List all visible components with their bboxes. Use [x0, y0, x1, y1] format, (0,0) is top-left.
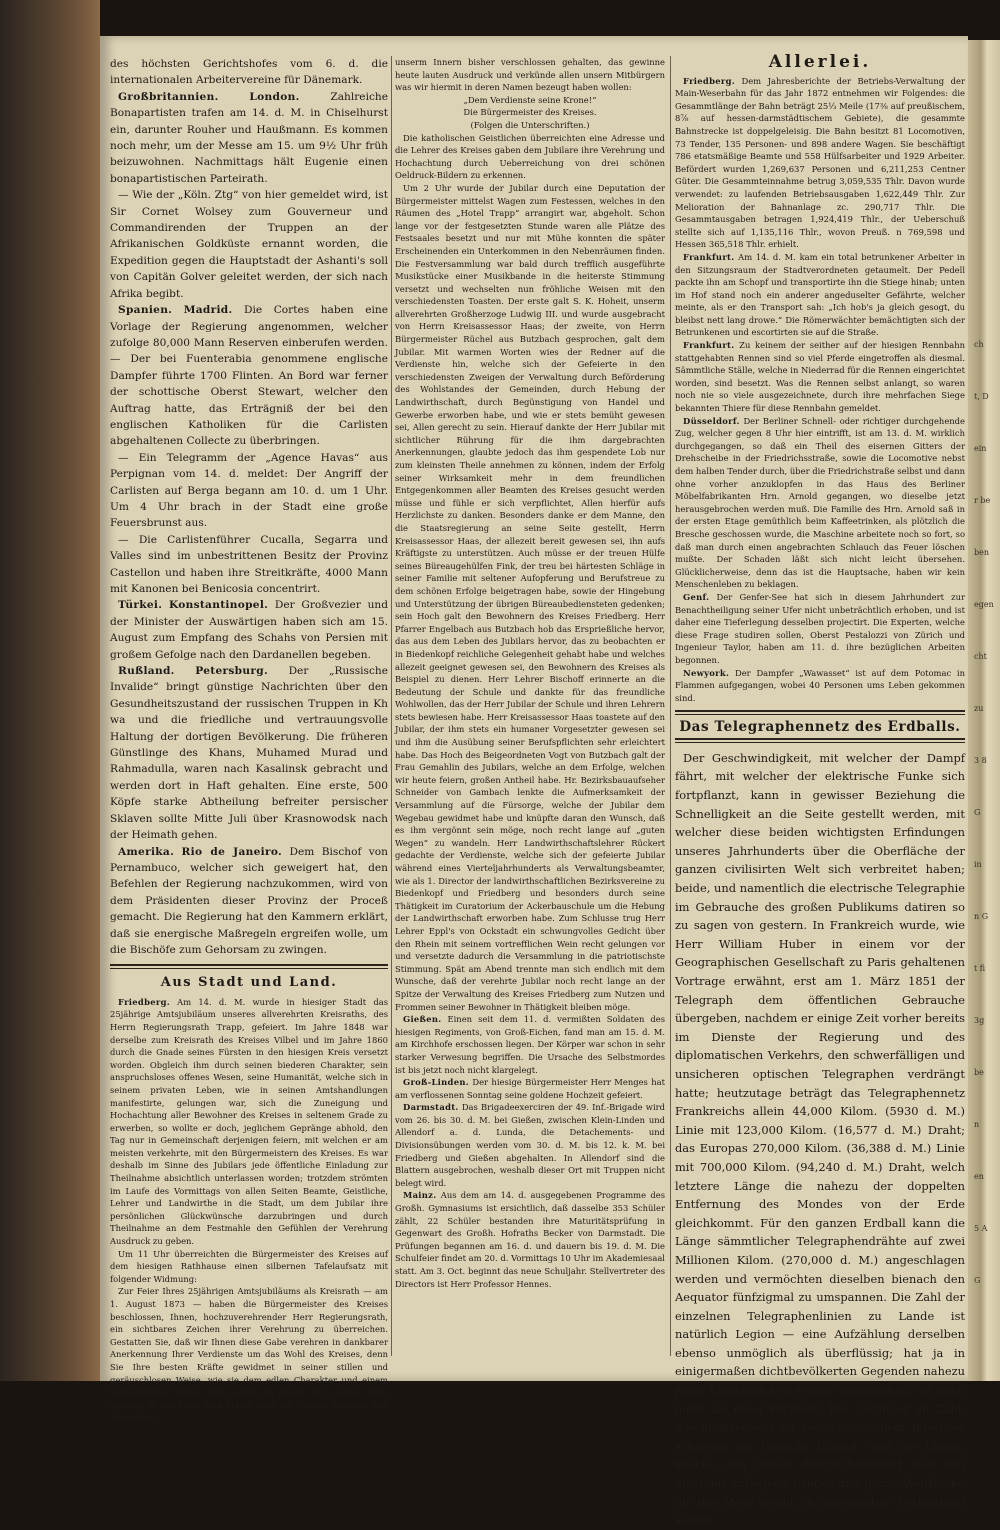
- edge-fragment: n G: [974, 912, 989, 921]
- edge-fragment: 3 8: [974, 756, 987, 765]
- paragraph: Um 11 Uhr überreichten die Bürgermeister des Kreises auf dem hiesigen Rathhause einen silbernen Tafelaufsatz mit folgender Widmung:: [110, 1248, 388, 1284]
- article-text: Der Genfer-See hat sich in diesem Jahrhundert zur Benachtheiligung seiner Ufer nicht unbeträchtlich erhoben, und ist daher eine Tieferlegung desselben projectirt. Die Experten, welche diese Frage studiren sollen, Oberst Pestalozzi von Zürich und Ingenieur Taylor, haben am 11. d. ihre bezüglichen Arbeiten begonnen.: [675, 591, 965, 665]
- article-es: [110, 302, 388, 450]
- place-heading: Genf.: [683, 591, 710, 602]
- column-middle: [395, 56, 665, 1366]
- quote-line: „Dem Verdienste seine Krone!“: [463, 94, 597, 105]
- edge-fragment: in: [974, 860, 982, 869]
- article-title: Das Telegraphennetz des Erdballs.: [679, 719, 961, 736]
- article-text: Einen seit dem 11. d. vermißten Soldaten des hiesigen Regiments, von Groß-Eichen, fand man am 15. d. M. am Kirchhofe erschossen liegen. Der Körper war schon in sehr starker Verwesung begriffen. Die Ursache des Selbstmordes ist bis jetzt noch nicht klargelegt.: [395, 1014, 665, 1075]
- section-divider: [675, 738, 965, 743]
- paragraph: — Wie der „Köln. Ztg“ von hier gemeldet wird, ist Sir Cornet Wolsey zum Gouverneur und Commandirenden der Truppen an der Afrikanischen Goldküste ernannt worden, die Expedition gegen die Hauptstadt der Ashanti's soll von Capitän Golver geleitet werden, der sich nach Afrika begibt.: [110, 189, 388, 300]
- edge-fragment: r be: [974, 496, 991, 505]
- edge-fragment: G: [974, 808, 981, 817]
- article-ru: [110, 663, 388, 843]
- article-text: Am 14. d. M. wurde in hiesiger Stadt das 25jährige Amtsjubiläum unseres allverehrten Kreisraths, des Herrn Regierungsrath Trapp, gefeiert. Im Jahre 1848 war derselbe zum Kreisrath des Kreises Vilbel und im Jahre 1860 durch die Gnade seines Fürsten in den hiesigen Kreis versetzt worden. Obgleich ihm durch seinen biederen Charakter, sein anspruchsloses offenes Wesen, seine Humanität, welche sich in seinem privaten Leben, wie in seinen Amtshandlungen manifestirte, gelungen war, sich die Zuneigung und Hochachtung aller Bewohner des Kreises in seltenem Grade zu erwerben, so wollte er doch, jeglichem Gepränge abhold, den Tag nur in Gemeinschaft derjenigen feiern, mit welchen er am meisten verkehrte, mit den Bürgermeistern des Kreises. Es war deshalb im Sinne des Jubilars jede öffentliche Einladung zur Theilnahme absichtlich unterlassen worden; trotzdem strömten im Laufe des Vormittags von allen Seiten Beamte, Geistliche, Lehrer und Landwirthe in die Stadt, um dem Jubilar ihre persönlichen Glückwünsche darzubringen und durch Theilnahme an dem Festmahle den Gefühlen der Verehrung Ausdruck zu geben.: [110, 996, 389, 1247]
- country-heading: Rußland.: [118, 665, 175, 678]
- dedication-text: Zur Feier Ihres 25jährigen Amtsjubiläums als Kreisrath — am 1. August 1873 — haben die Bürgermeister des Kreises beschlossen, Ihnen, hochzuverehrender Herr Regierungsrath, ein sichtbares Zeichen ihrer Verehrung zu überreichen. Gestatten Sie, daß wir Ihnen diese Gabe verehren in dankbarer Anerkennung Ihrer Verdienste um das Wohl des Kreises, denn Sie Ihre besten Kräfte gewidmet in seiner stillen und geräuschlosen Weise, wie sie dem edlen Charakter und einem hochsinnigen Herzen stets eigen zu pflegt. Ein solches Herz gewinnt in der Stille eine Macht über die Herzen Anderer, und was wir in: [110, 1286, 388, 1423]
- column-left: [110, 56, 389, 1423]
- place-heading: Newyork.: [683, 667, 730, 678]
- article-text: Dem Jahresberichte der Betriebs-Verwaltung der Main-Weserbahn für das Jahr 1872 entnehmen wir Folgendes: die Gesammtlänge der Bahn beträgt 25⅓ Meile (17⅜ auf preußischem, 8⅞ auf hessen-darmstädtischem Gebiete), die gesammte Bahnstrecke ist doppelgeleisig. Die Bahn besitzt 81 Locomotiven, 73 Tender, 135 Personen- und 898 andere Wagen. Sie beschäftigt 786 etatsmäßige Beamte und 558 Hülfsarbeiter und 1929 Arbeiter. Befördert wurden 1,269,637 Personen und 6,211,253 Centner Güter. Die Gesammteinnahme betrug 3,059,535 Thlr. Davon wurde verwendet: zu laufenden Betriebsausgaben 1,622,449 Thlr. Zur Melioration der Bahnanlage zc. 290,717 Thlr. Die Gesammtausgaben betragen 1,924,419 Thlr., der Ueberschuß stellte sich auf 1,135,116 Thlr., wovon Preuß. n 769,598 und Hessen 365,518 Thlr. erhielt.: [675, 75, 965, 250]
- edge-fragment: cht: [974, 652, 987, 661]
- place-heading: Madrid.: [183, 304, 233, 317]
- edge-fragment: G: [974, 1276, 981, 1285]
- article-friedberg: [110, 996, 388, 1248]
- edge-fragment: t fi: [974, 964, 986, 973]
- paragraph: — Ein Telegramm der „Agence Havas“ aus Perpignan vom 14. d. meldet: Der Angriff der Carlisten auf Berga begann am 10. d. um 1 Uhr. Um 4 Uhr brach in der Stadt eine große Feuersbrunst aus.: [110, 451, 388, 530]
- section-heading: Allerlei.: [768, 52, 872, 72]
- article-text: Am 14. d. M. kam ein total betrunkener Arbeiter in den Sitzungsraum der Stadtverordneten getaumelt. Der Pedell packte ihn am Schopf und transportirte ihn die Stiege hinab; unten im Hof stand noch ein anderer angeduselter Gefährte, welcher meinte, als er den Transport sah: „Ich hob's ja gleich gesogt, du bleibst nett lang drowe.“ Die Römerwächter bemächtigten sich der Betrunkenen und escortirten sie auf die Straße.: [675, 251, 965, 338]
- edge-fragment: n: [974, 1120, 980, 1129]
- place-heading: Darmstadt.: [403, 1102, 459, 1113]
- edge-fragment: 3g: [974, 1016, 985, 1025]
- adjacent-page-edge: [968, 40, 1000, 1381]
- article-text: Der Berliner Schnell- oder richtiger durchgehende Zug, welcher gegen 8 Uhr hier eintrifft, ist am 13. d. M. wirklich durchgegangen, so daß ein Theil des eisernen Gitters der Drehscheibe in der Friedrichsstraße, sowie die Locomotive nebst dem halben Tender durch, über die Friedrichstraße selbst und dann ohne vorher anzuklopfen in das Haus des Berliner Möbelfabrikanten Hrn. Arnold gegangen, wo dieselbe jetzt herausgebrochen werden muß. Die Familie des Hrn. Arnold saß in der ersten Etage gemüthlich beim Kaffeetrinken, als plötzlich die Bresche geschossen wurde, die Maschine arbeitete noch so fort, so daß man durch einen angebrachten Schlauch das Feuer löschen mußte. Der Schaden läßt sich nicht leicht übersehen. Glücklicherweise, denn das ist die Hauptsache, haben wir kein Menschenleben zu beklagen.: [675, 415, 965, 590]
- article-frankfurt-race: [675, 339, 965, 415]
- article-darmstadt: [395, 1101, 665, 1189]
- article-frankfurt: [675, 251, 965, 339]
- article-text: Zahlreiche Bonapartisten trafen am 14. d. M. in Chiselhurst ein, darunter Rouher und Haußmann. Es kommen noch mehr, um der Messe am 15. um 9½ Uhr früh beizuwohnen. Nachmittags hält Eugenie einen bonapartistischen Parteirath.: [110, 90, 388, 185]
- article-text: Zu keinem der seither auf der hiesigen Rennbahn stattgehabten Rennen sind so viel Pferde eingetroffen als diesmal. Sämmtliche Ställe, welche in Niederrad für die Rennen eingerichtet worden, sind besetzt. Was die Rennen selbst anlangt, so waren noch nie so viele ausgezeichnete, durch ihre mehrfachen Siege bekannten Thiere für diese Rennbahn gemeldet.: [675, 340, 965, 414]
- paragraph: unserm Innern bisher verschlossen gehalten, das gewinne heute lauten Ausdruck und verkünde allen unsern Mitbürgern was wir hiermit in deren Namen bezeugt haben wollen:: [395, 57, 665, 93]
- place-heading: Gießen.: [403, 1014, 442, 1025]
- place-heading: Petersburg.: [195, 665, 268, 678]
- place-heading: Friedberg.: [683, 75, 735, 86]
- edge-fragment: ch: [974, 340, 984, 349]
- article-am: [110, 844, 388, 959]
- place-heading: Frankfurt.: [683, 251, 735, 262]
- edge-fragment: t, D: [974, 392, 989, 401]
- edge-fragment: zu: [974, 704, 984, 713]
- article-friedberg-rail: [675, 75, 965, 251]
- article-text: Aus dem am 14. d. ausgegebenen Programme des Großh. Gymnasiums ist ersichtlich, daß dasselbe 353 Schüler zählt, 22 Schüler bestanden ihre Maturitätsprüfung in Gegenwart des Großh. Hofraths Becker von Darmstadt. Die Prüfungen begannen am 16. d. und dauern bis 19. d. M. Die Schulfeier findet am 20. d. Vormittags 10 Uhr im Akademiesaal statt. Am 3. Oct. beginnt das neue Schuljahr. Stellvertreter des Directors ist Herr Professor Hennes.: [395, 1190, 665, 1289]
- paragraph: Die katholischen Geistlichen überreichten eine Adresse und die Lehrer des Kreises gaben dem Jubilare ihre Verehrung und Hochachtung durch Ueberreichung von drei schönen Oeldruck-Bildern zu erkennen.: [395, 132, 665, 181]
- place-heading: Friedberg.: [118, 996, 170, 1007]
- place-heading: Rio de Janeiro.: [181, 845, 283, 858]
- article-mainz: [395, 1189, 665, 1290]
- book-binding: [0, 0, 100, 1381]
- article-gross-linden: [395, 1076, 665, 1101]
- article-genf: [675, 591, 965, 667]
- place-heading: Düsseldorf.: [683, 415, 740, 426]
- place-heading: Mainz.: [403, 1190, 437, 1201]
- article-text: Der „Russische Invalide“ bringt günstige Nachrichten über den Gesundheitszustand der russischen Truppen in Kh wa und die friedliche und vertrauungsvolle Haltung der dortigen Bevölkerung. Die früheren Günstlinge des Khans, Muhamed Murad und Rahmadulla, waren nach Kasalinsk gebracht und werden dort in Haft gehalten. Eine erste, 500 Köpfe starke Abtheilung befreiter persischer Sklaven sollte Mitte Juli über Krasnowodsk nach der Heimath gehen.: [110, 665, 388, 842]
- quote-line: (Folgen die Unterschriften.): [470, 119, 590, 130]
- article-text: Der Geschwindigkeit, mit welcher der Dampf fährt, mit welcher der elektrische Funke sich fortpflanzt, kann in gewisser Beziehung die Schnelligkeit an die Seite gestellt werden, mit welcher diese beiden wichtigsten Erfindungen unseres Jahrhunderts über die Oberfläche der ganzen civilisirten Welt sich verbreitet haben; beide, und namentlich die electrische Telegraphie im Gebrauche des großen Publikums datiren so zu sagen von gestern. In Frankreich wurde, wie Herr William Huber in einem vor der Geographischen Gesellschaft zu Paris gehaltenen Vortrage erwähnt, erst am 1. März 1851 der Telegraph dem öffentlichen Gebrauche übergeben, nachdem er einige Zeit vorher bereits im Dienste der Regierung und des diplomatischen Verkehrs, den schwerfälligen und unsicheren optischen Telegraphen verdrängt hatte; heutzutage beträgt das Telegraphennetz Frankreichs allein 44,000 Kilom. (5930 d. M.) Linie mit 123,000 Kilom. (16,577 d. M.) Draht; das Europas 270,000 Kilom. (36,388 d. M.) Linie mit 700,000 Kilom. (94,240 d. M.) Draht, welch letztere Länge die nahezu der doppelten Entfernung des Mondes von der Erde gleichkommt. Für den ganzen Erdball kann die Länge sämmtlicher Telegraphendrähte auf zwei Millionen Kilom. (270,000 d. M.) angeschlagen werden und vermöchten dieselben bienach den Aequator fünfzigmal zu umspannen. Die Zahl der einzelnen Telegraphenlinien zu Lande ist natürlich Legion — eine Aufzählung derselben ebenso unmöglich als überflüssig; hat ja in einigermaßen dichtbevölkerten Gegenden nahezu jedes Landstädchen seinen Telegraphen, oft nach mehr als einer Richtung hin. Geringer an Zahl, wie andererseits an kosmopolitischem Interesse schwerer ins Gewicht fallend, sind die Linien, welche den Ocean durchschneidend weit von einander entlegene Länder und ganze Welttheile, die das Meer trennt, in gegenseitige Verbindung setzen;: [675, 750, 965, 1528]
- paragraph: des höchsten Gerichtshofes vom 6. d. die internationalen Arbeitervereine für Dänemark.: [110, 58, 388, 87]
- column-rule: [391, 56, 392, 1356]
- section-divider: [110, 964, 388, 969]
- article-text: Der hiesige Bürgermeister Herr Menges hat am verflossenen Sonntag seine goldene Hochzeit gefeiert.: [395, 1077, 665, 1100]
- column-right: [675, 52, 966, 1528]
- section-divider: [675, 710, 965, 715]
- article-tr: [110, 597, 388, 663]
- place-heading: Frankfurt.: [683, 340, 735, 351]
- article-giessen: [395, 1013, 665, 1076]
- place-heading: Konstantinopel.: [168, 599, 269, 612]
- article-duesseldorf: [675, 415, 965, 591]
- article-text: Die Cortes haben eine Vorlage der Regierung angenommen, welcher zufolge 80,000 Mann Reserven einberufen werden. — Der bei Fuenterabia genommene englische Dampfer führte 1700 Flinten. An Bord war ferner der schottische Oberst Stewart, welcher den Auftrag hatte, das Erträgniß der bei den englischen Katholiken für die Carlisten abgehaltenen Collecte zu überbringen.: [110, 304, 388, 448]
- section-heading: Aus Stadt und Land.: [160, 975, 338, 991]
- edge-fragment: ein: [974, 444, 987, 453]
- column-rule: [670, 56, 671, 1356]
- edge-fragment: egen: [974, 600, 994, 609]
- article-text: Das Brigadeexerciren der 49. Inf.-Brigade wird vom 26. bis 30. d. M. bei Gießen, zwischen Klein-Linden und Allendorf a. d. Lunda, die Detachements- und Divisionsübungen werden vom 30. d. M. bis 12. k. M. bei Friedberg und Gießen abgehalten. In Allendorf sind die Blattern ausgebrochen, weshalb dieser Ort mit Truppen nicht belegt wird.: [395, 1102, 665, 1188]
- article-newyork: [675, 667, 965, 705]
- country-heading: Amerika.: [118, 845, 175, 858]
- edge-fragment: ben: [974, 548, 990, 557]
- edge-fragment: 5 A: [974, 1224, 988, 1233]
- country-heading: Spanien.: [118, 304, 173, 317]
- place-heading: London.: [249, 90, 300, 103]
- article-text: Der Dampfer „Wawasset“ ist auf dem Potomac in Flammen aufgegangen, wobei 40 Personen ums Leben gekommen sind.: [675, 667, 966, 703]
- edge-fragment: be: [974, 1068, 984, 1077]
- quote-line: Die Bürgermeister des Kreises.: [463, 107, 597, 118]
- article-gb: [110, 89, 388, 187]
- article-text: Dem Bischof von Pernambuco, welcher sich geweigert hat, den Befehlen der Regierung nachzukommen, wird von dem Präsidenten dieser Provinz der Proceß gemacht. Die Regierung hat den Kammern erklärt, daß sie energische Maßregeln ergreifen wolle, um die Bischöfe zum Gehorsam zu zwingen.: [110, 845, 388, 956]
- edge-fragment: en: [974, 1172, 984, 1181]
- place-heading: Groß-Linden.: [403, 1077, 469, 1088]
- paragraph: — Die Carlistenführer Cucalla, Segarra und Valles sind im unbestrittenen Besitz der Provinz Castellon und haben ihre Streitkräfte, 4000 Mann mit Kanonen bei Benicosia concentrirt.: [110, 533, 388, 595]
- country-heading: Großbritannien.: [118, 90, 219, 103]
- country-heading: Türkei.: [118, 599, 163, 612]
- paragraph: Um 2 Uhr wurde der Jubilar durch eine Deputation der Bürgermeister mittelst Wagen zum Festessen, welches in den Räumen des „Hotel Trapp“ arrangirt war, abgeholt. Schon lange vor der festgesetzten Stunde waren alle Plätze des Festsaales besetzt und nur mit Mühe konnten die später Erscheinenden ein Unterkommen in den Nebenräumen finden. Die Festversammlung war bald durch trefflich ausgeführte Musikstücke einer Musikbande in die heiterste Stimmung versetzt und wechselten nun fröhliche Weisen mit den verschiedensten Toasten. Der erste galt S. K. Hoheit, unserm allverehrten Großherzoge Ludwig III. und wurde ausgebracht von Herrn Kreisassessor Haas; der zweite, von Herrn Bürgermeister Rüchel aus Butzbach gesprochen, galt dem Jubilar. Mit warmen Worten wies der Redner auf die Verdienste hin, welche sich der Gefeierte in den verschiedensten Zweigen der Verwaltung durch Beförderung des Wohlstandes der Gemeinden, durch Hebung der Landwirthschaft, durch Begünstigung von Handel und Gewerbe erworben habe, und wie er stets bemüht gewesen sei, Allen gerecht zu sein. Hierauf dankte der Herr Jubilar mit sichtlicher Rührung für die ihm dargebrachten Anerkennungen, glaubte jedoch das ihm gespendete Lob nur zum kleinsten Theile annehmen zu können, indem der Erfolg seiner Wirksamkeit mehr in dem freundlichen Entgegenkommen aller Beamten des Kreises gesucht werden müsse und fühle er sich verpflichtet, Allen hierfür aufs Herzlichste zu danken. Besonders danke er dem Manne, den die Staatsregierung an seine Seite gestellt, Herrn Kreisassessor Haas, der allezeit bereit gewesen sei, ihn aufs Kräftigste zu unterstützen. Auch müsse er der treuen Hülfe seines Büreaugehülfen Fink, der treu bei härtesten Schläge in seiner Familie mit seltener Aufopferung und Berufstreue zu dem schönen Erfolge beigetragen habe, sowie der Hingebung und Unterstützung der übrigen Büreaubediensteten gedenken; sein Hoch galt den Bewohnern des Kreises Friedberg. Herr Pfarrer Engelbach aus Butzbach hob das Ersprießliche hervor, das aus dem Leben des Jubilars hervor, das zu beobachten er in Biedenkopf reichliche Gelegenheit gehabt habe und welches allezeit geeignet gewesen sei, den Bewohnern des Kreises als Beispiel zu dienen. Herr Lehrer Bischoff erinnerte an die Bedeutung der Schule und dankte für das freundliche Wohlwollen, das der Herr Jubilar der Schule und ihren Lehrern stets bewiesen habe. Herr Kreisassessor Haas toastete auf den Jubilar, der ihm stets ein humaner Vorgesetzter gewesen sei und ihm die Ausübung seiner Berufspflichten sehr erleichtert habe. Das Hoch des Beigeordneten Vogt von Butzbach galt der Frau Gemahlin des Jubilars, welche an dem Erfolge, welchen wir heute feiern, großen Antheil habe. Hr. Bezirksbauaufseher Schneider von Gambach lenkte die Aufmerksamkeit der Versammlung auf die Fürsorge, welche der Jubilar dem Wegebau gewidmet habe und knüpfte daran den Wunsch, daß es ihm vergönnt sein möge, noch recht lange auf „guten Wegen“ zu wandeln. Herr Landwirthschaftslehrer Rückert gedachte der Verdienste, welche sich der gefeierte Jubilar während eines Vierteljahrhunderts als Verwaltungsbeamter, wie als 1. Director der landwirthschaftlichen Bezirksvereine zu Biedenkopf und Friedberg und besonders durch seine Thätigkeit im Curatorium der Ackerbauschule um die Hebung der Landwirthschaft erworben habe. Zum Schlusse trug Herr Lehrer Eppl's von Ockstadt ein schwungvolles Gedicht über den Rhein mit seinem vortrefflichen Wein recht gelungen vor und versetzte dadurch die Versammlung in die patriotischste Stimmung. Spät am Abend trennte man sich endlich mit dem Wunsche, daß der verehrte Jubilar noch recht lange an der Spitze der Verwaltung des Kreises Friedberg zum Nutzen und Frommen seiner Bewohner in Thätigkeit bleiben möge.: [395, 182, 665, 1012]
- article-text: Der Großvezier und der Minister der Auswärtigen haben sich am 15. August zum Empfang des Schahs von Persien mit großem Gefolge nach den Dardanellen begeben.: [110, 599, 388, 661]
